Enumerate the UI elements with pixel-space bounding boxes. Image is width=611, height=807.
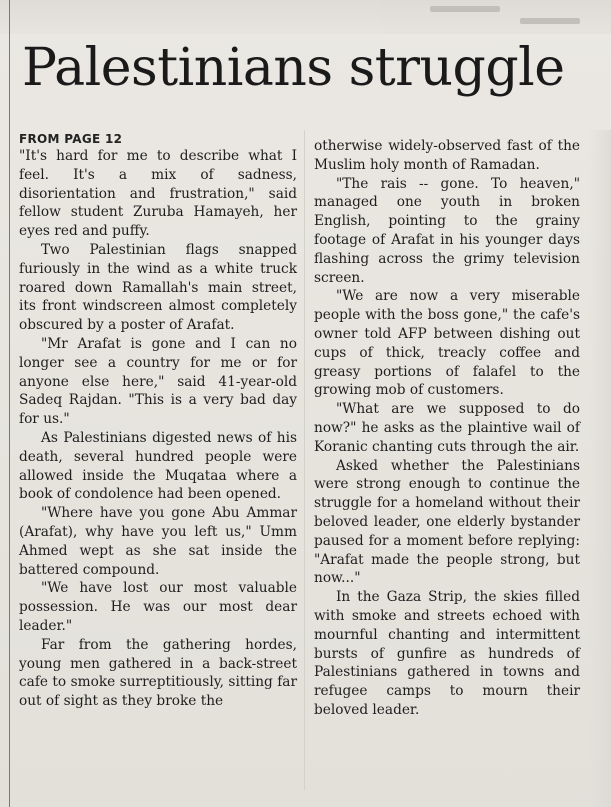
paragraph: "Where have you gone Abu Ammar (Arafat), why have you left us," Umm Ahmed wept as she sat inside the battered compound. (19, 505, 297, 578)
page-edge-rule (9, 0, 10, 807)
paragraph: "We are now a very miserable people with the boss gone," the cafe's owner told AFP between dishing out cups of thick, treacly coffee and greasy portions of falafel to the growing mob of customers. (314, 288, 580, 399)
paragraph: Two Palestinian flags snapped furiously in the wind as a white truck roared down Ramallah's main street, its front windscreen almost completely obscured by a poster of Arafat. (19, 241, 297, 334)
paragraph: As Palestinians digested news of his death, several hundred people were allowed inside the Muqataa where a book of condolence had been opened. (19, 429, 297, 503)
paragraph: "We have lost our most valuable possession. He was our most dear leader." (19, 580, 297, 634)
adjacent-page-shadow (589, 130, 611, 807)
paragraph: "It's hard for me to describe what I feel. It's a mix of sadness, disorientation and frustration," said fellow student Zuruba Hamayeh, her eyes red and puffy. (19, 148, 297, 240)
faded-print-mark (430, 6, 500, 12)
paragraph: "Mr Arafat is gone and I can no longer see a country for me or for anyone else here," said 41-year-old Sadeq Rajdan. "This is a very bad day for us." (19, 335, 297, 428)
continuation-kicker: FROM PAGE 12 (19, 132, 123, 146)
paragraph: "The rais -- gone. To heaven," managed one youth in broken English, pointing to the grainy footage of Arafat in his younger days flashing across the grimy television screen. (314, 175, 580, 286)
paragraph: In the Gaza Strip, the skies filled with smoke and streets echoed with mournful chanting and intermittent bursts of gunfire as hundreds of Palestinians gathered in towns and refugee camps to mourn their beloved leader. (314, 589, 580, 718)
column-divider (304, 130, 305, 790)
paragraph: Asked whether the Palestinians were strong enough to continue the struggle for a homeland without their beloved leader, one elderly bystander paused for a moment before replying: "Arafat made the people strong, but now..." (314, 457, 580, 587)
paragraph: otherwise widely-observed fast of the Muslim holy month of Ramadan. (314, 138, 580, 173)
paragraph: "What are we supposed to do now?" he asks as the plaintive wail of Koranic chanting cuts through the air. (314, 401, 580, 455)
article-column-left (19, 132, 297, 711)
article-column-right (314, 137, 580, 720)
top-page-fragment (0, 0, 611, 34)
faded-print-mark (520, 18, 580, 24)
headline: Palestinians struggle (22, 38, 565, 98)
paragraph: Far from the gathering hordes, young men gathered in a back-street cafe to smoke surreptitiously, sitting far out of sight as they broke the (19, 636, 297, 710)
